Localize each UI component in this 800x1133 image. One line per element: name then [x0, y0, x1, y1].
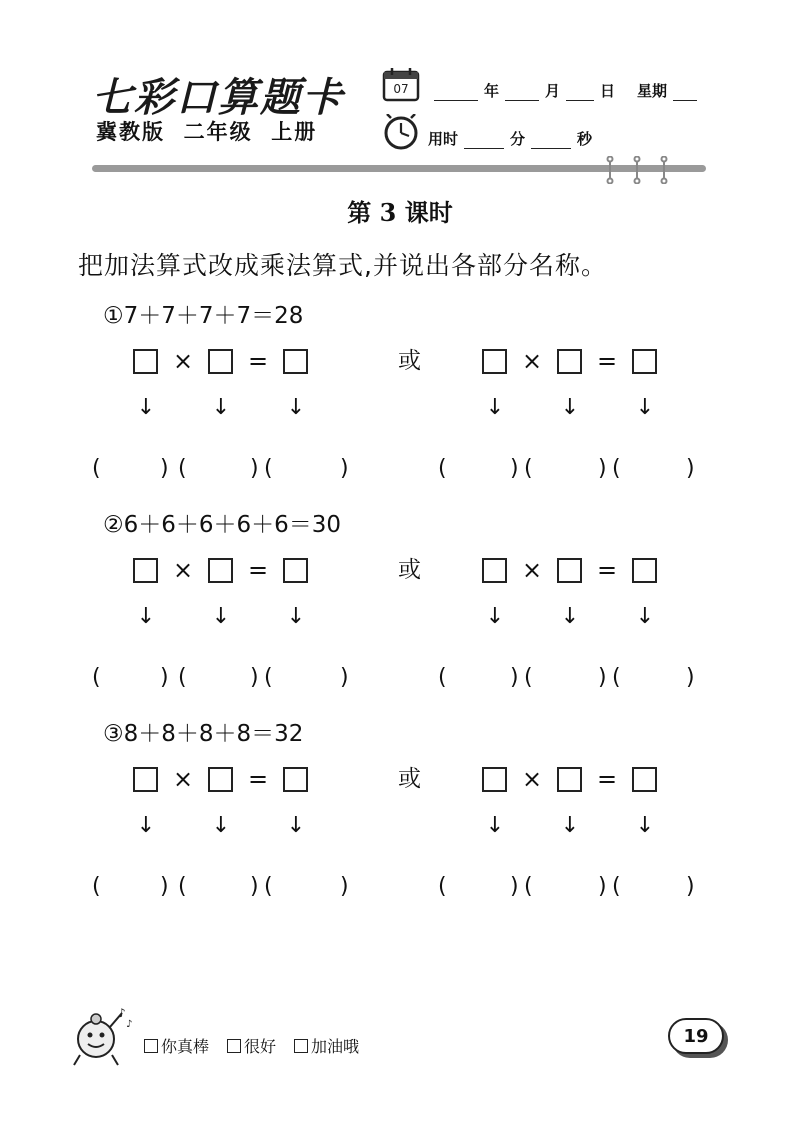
name-blank[interactable]	[188, 455, 248, 483]
close-paren: )	[510, 665, 519, 690]
page-number: 19	[668, 1018, 724, 1054]
calendar-icon	[382, 66, 420, 102]
month-blank[interactable]	[505, 87, 539, 101]
rating-checkbox[interactable]	[144, 1039, 158, 1053]
times-sign: ×	[521, 347, 543, 375]
rating-option[interactable]	[227, 1034, 276, 1057]
time-fill-line	[428, 128, 592, 149]
close-paren: )	[160, 456, 169, 481]
name-blank[interactable]	[534, 455, 596, 483]
rating-option[interactable]	[144, 1034, 209, 1057]
open-paren: (	[264, 874, 273, 899]
answer-box[interactable]	[283, 349, 308, 374]
down-arrow-icon: ↓	[211, 813, 231, 838]
open-paren: (	[438, 665, 447, 690]
open-paren: (	[612, 456, 621, 481]
times-sign: ×	[172, 765, 194, 793]
open-paren: (	[92, 665, 101, 690]
open-paren: (	[178, 874, 187, 899]
rating-checkbox[interactable]	[294, 1039, 308, 1053]
equals-sign: =	[247, 347, 269, 375]
close-paren: )	[686, 665, 695, 690]
arrow-row	[0, 395, 800, 425]
answer-box[interactable]	[208, 349, 233, 374]
close-paren: )	[598, 665, 607, 690]
down-arrow-icon: ↓	[136, 395, 156, 420]
name-blank[interactable]	[274, 455, 338, 483]
down-arrow-icon: ↓	[560, 395, 580, 420]
answer-box[interactable]	[482, 349, 507, 374]
name-blank[interactable]	[102, 455, 158, 483]
rating-label: 你真棒	[161, 1037, 210, 1056]
answer-box[interactable]	[632, 349, 657, 374]
mascot-icon	[66, 1003, 136, 1073]
down-arrow-icon: ↓	[286, 395, 306, 420]
seconds-blank[interactable]	[531, 135, 571, 149]
weekday-label: 星期	[637, 82, 668, 100]
addition-equation: ②6＋6＋6＋6＋6＝30	[103, 512, 342, 538]
addition-equation: ③8＋8＋8＋8＝32	[103, 721, 304, 747]
open-paren: (	[178, 665, 187, 690]
open-paren: (	[264, 456, 273, 481]
open-paren: (	[92, 874, 101, 899]
down-arrow-icon: ↓	[560, 604, 580, 629]
close-paren: )	[510, 874, 519, 899]
rating-checkbox[interactable]	[227, 1039, 241, 1053]
open-paren: (	[438, 456, 447, 481]
open-paren: (	[612, 665, 621, 690]
name-answer-row	[0, 664, 800, 694]
lesson-title: 第 3 课时	[347, 198, 453, 227]
name-blank[interactable]	[534, 664, 596, 692]
book-subtitle: 冀教版 二年级 上册	[96, 120, 318, 144]
answer-box[interactable]	[632, 558, 657, 583]
name-blank[interactable]	[622, 873, 684, 901]
close-paren: )	[250, 456, 259, 481]
times-sign: ×	[521, 765, 543, 793]
close-paren: )	[510, 456, 519, 481]
name-blank[interactable]	[102, 873, 158, 901]
down-arrow-icon: ↓	[211, 604, 231, 629]
down-arrow-icon: ↓	[286, 813, 306, 838]
answer-box[interactable]	[283, 767, 308, 792]
answer-box[interactable]	[133, 349, 158, 374]
close-paren: )	[250, 665, 259, 690]
brand-title: 七彩口算题卡	[92, 74, 344, 121]
close-paren: )	[686, 456, 695, 481]
answer-box[interactable]	[557, 558, 582, 583]
seconds-label: 秒	[577, 130, 593, 148]
day-blank[interactable]	[566, 87, 594, 101]
equals-sign: =	[596, 556, 618, 584]
name-blank[interactable]	[274, 664, 338, 692]
problem-block	[0, 506, 800, 716]
multiplication-row	[0, 558, 800, 588]
date-fill-line	[428, 80, 703, 101]
minutes-label: 分	[510, 130, 526, 148]
open-paren: (	[524, 874, 533, 899]
month-label: 月	[545, 82, 561, 100]
close-paren: )	[598, 874, 607, 899]
self-rating	[144, 1034, 359, 1057]
clock-icon	[382, 114, 420, 150]
down-arrow-icon: ↓	[136, 813, 156, 838]
addition-equation: ①7＋7＋7＋7＝28	[103, 303, 304, 329]
close-paren: )	[250, 874, 259, 899]
rating-option[interactable]	[294, 1034, 359, 1057]
name-answer-row	[0, 455, 800, 485]
down-arrow-icon: ↓	[136, 604, 156, 629]
answer-box[interactable]	[482, 767, 507, 792]
equals-sign: =	[596, 765, 618, 793]
equals-sign: =	[596, 347, 618, 375]
instruction-text: 把加法算式改成乘法算式,并说出各部分名称。	[78, 251, 607, 280]
name-blank[interactable]	[448, 455, 508, 483]
answer-box[interactable]	[133, 558, 158, 583]
answer-box[interactable]	[208, 558, 233, 583]
down-arrow-icon: ↓	[635, 604, 655, 629]
name-blank[interactable]	[448, 873, 508, 901]
multiplication-row	[0, 349, 800, 379]
open-paren: (	[264, 665, 273, 690]
arrow-row	[0, 813, 800, 843]
svg-text:♪: ♪	[118, 1006, 126, 1020]
close-paren: )	[160, 874, 169, 899]
answer-box[interactable]	[283, 558, 308, 583]
equals-sign: =	[247, 556, 269, 584]
close-paren: )	[686, 874, 695, 899]
problem-block	[0, 715, 800, 925]
name-blank[interactable]	[622, 664, 684, 692]
down-arrow-icon: ↓	[485, 395, 505, 420]
close-paren: )	[160, 665, 169, 690]
weekday-blank[interactable]	[673, 87, 697, 101]
times-sign: ×	[172, 347, 194, 375]
name-blank[interactable]	[188, 873, 248, 901]
answer-box[interactable]	[133, 767, 158, 792]
svg-text:♪: ♪	[126, 1019, 133, 1030]
open-paren: (	[524, 456, 533, 481]
open-paren: (	[438, 874, 447, 899]
year-label: 年	[484, 82, 500, 100]
rating-label: 加油哦	[311, 1037, 360, 1056]
equals-sign: =	[247, 765, 269, 793]
multiplication-row	[0, 767, 800, 797]
close-paren: )	[340, 665, 349, 690]
close-paren: )	[340, 874, 349, 899]
open-paren: (	[524, 665, 533, 690]
down-arrow-icon: ↓	[286, 604, 306, 629]
binder-rings-icon	[600, 156, 680, 184]
rating-label: 很好	[244, 1037, 277, 1056]
down-arrow-icon: ↓	[635, 395, 655, 420]
down-arrow-icon: ↓	[560, 813, 580, 838]
name-blank[interactable]	[102, 664, 158, 692]
open-paren: (	[612, 874, 621, 899]
answer-box[interactable]	[482, 558, 507, 583]
down-arrow-icon: ↓	[211, 395, 231, 420]
year-blank[interactable]	[434, 87, 478, 101]
answer-box[interactable]	[557, 349, 582, 374]
calendar-day: 07	[393, 82, 409, 96]
name-blank[interactable]	[274, 873, 338, 901]
down-arrow-icon: ↓	[635, 813, 655, 838]
or-word: 或	[398, 557, 421, 583]
down-arrow-icon: ↓	[485, 813, 505, 838]
name-blank[interactable]	[534, 873, 596, 901]
minutes-blank[interactable]	[464, 135, 504, 149]
close-paren: )	[340, 456, 349, 481]
down-arrow-icon: ↓	[485, 604, 505, 629]
day-label: 日	[600, 82, 616, 100]
answer-box[interactable]	[208, 767, 233, 792]
open-paren: (	[92, 456, 101, 481]
answer-box[interactable]	[632, 767, 657, 792]
name-blank[interactable]	[188, 664, 248, 692]
close-paren: )	[598, 456, 607, 481]
times-sign: ×	[521, 556, 543, 584]
open-paren: (	[178, 456, 187, 481]
arrow-row	[0, 604, 800, 634]
or-word: 或	[398, 348, 421, 374]
answer-box[interactable]	[557, 767, 582, 792]
name-blank[interactable]	[622, 455, 684, 483]
times-sign: ×	[172, 556, 194, 584]
name-answer-row	[0, 873, 800, 903]
time-used-label: 用时	[428, 130, 459, 148]
problem-block	[0, 297, 800, 507]
or-word: 或	[398, 766, 421, 792]
name-blank[interactable]	[448, 664, 508, 692]
